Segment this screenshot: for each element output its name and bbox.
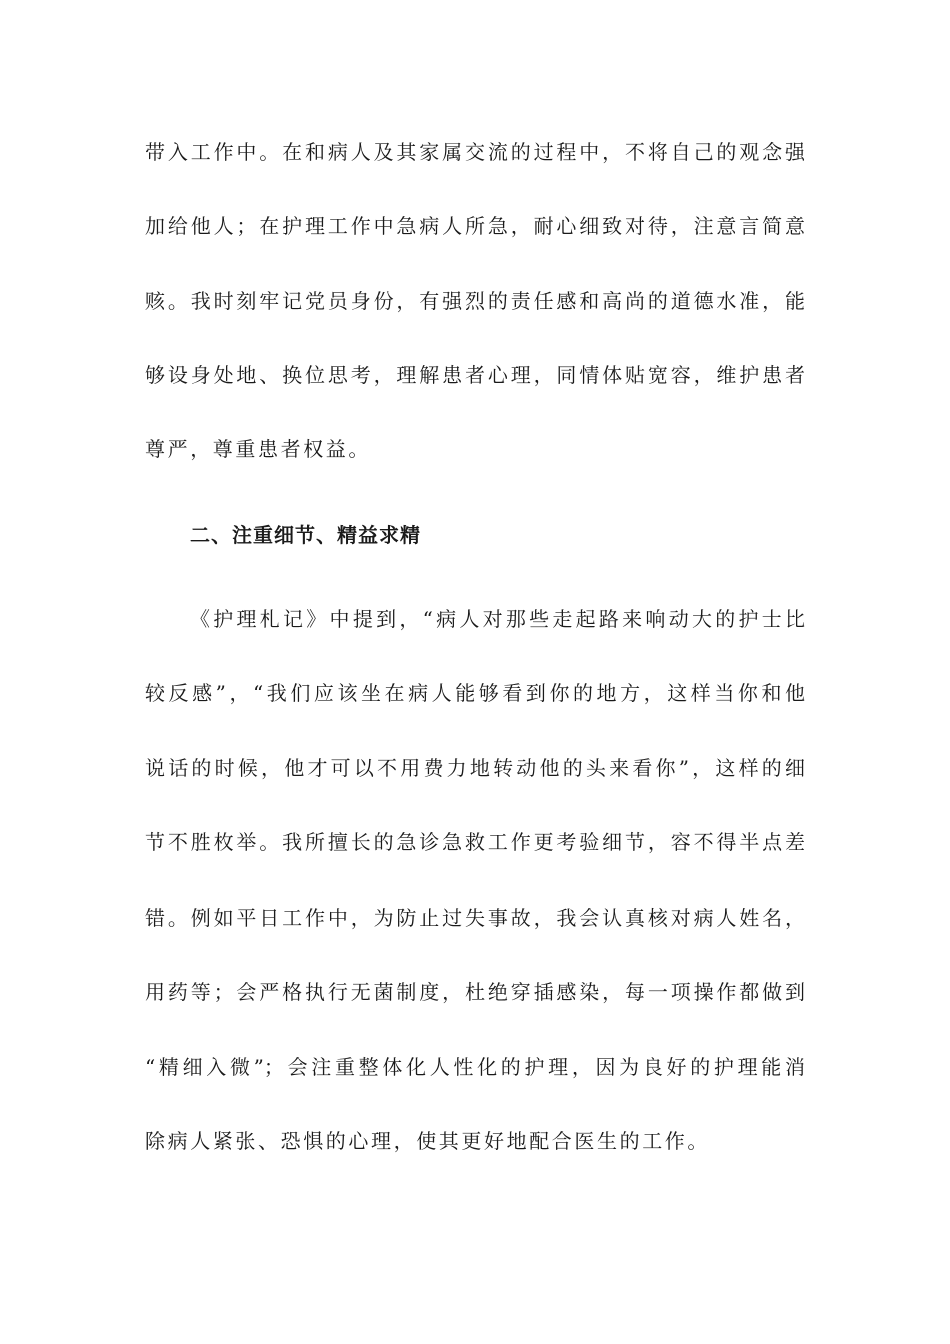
paragraph-2-line-4: 节不胜枚举。我所擅长的急诊急救工作更考验细节，容不得半点差 xyxy=(145,830,805,854)
paragraph-2-line-6: 用药等；会严格执行无菌制度，杜绝穿插感染，每一项操作都做到 xyxy=(145,980,805,1004)
paragraph-1-line-3: 赅。我时刻牢记党员身份，有强烈的责任感和高尚的道德水准，能 xyxy=(145,289,805,313)
paragraph-2-line-8: 除病人紧张、恐惧的心理，使其更好地配合医生的工作。 xyxy=(145,1129,710,1153)
paragraph-2-line-3: 说话的时候，他才可以不用费力地转动他的头来看你”，这样的细 xyxy=(145,756,805,780)
paragraph-1-line-4: 够设身处地、换位思考，理解患者心理，同情体贴宽容，维护患者 xyxy=(145,363,805,387)
section-heading: 二、注重细节、精益求精 xyxy=(190,523,421,547)
paragraph-2-line-2: 较反感”，“我们应该坐在病人能够看到你的地方，这样当你和他 xyxy=(145,681,805,705)
paragraph-2-line-7: “精细入微”；会注重整体化人性化的护理，因为良好的护理能消 xyxy=(145,1055,805,1079)
paragraph-1-line-1: 带入工作中。在和病人及其家属交流的过程中，不将自己的观念强 xyxy=(145,140,805,164)
paragraph-2-line-1: 《护理札记》中提到，“病人对那些走起路来响动大的护士比 xyxy=(190,607,805,631)
paragraph-1-line-2: 加给他人；在护理工作中急病人所急，耐心细致对待，注意言简意 xyxy=(145,214,805,238)
paragraph-2-line-5: 错。例如平日工作中，为防止过失事故，我会认真核对病人姓名， xyxy=(145,906,805,930)
paragraph-1-line-5: 尊严，尊重患者权益。 xyxy=(145,437,371,461)
